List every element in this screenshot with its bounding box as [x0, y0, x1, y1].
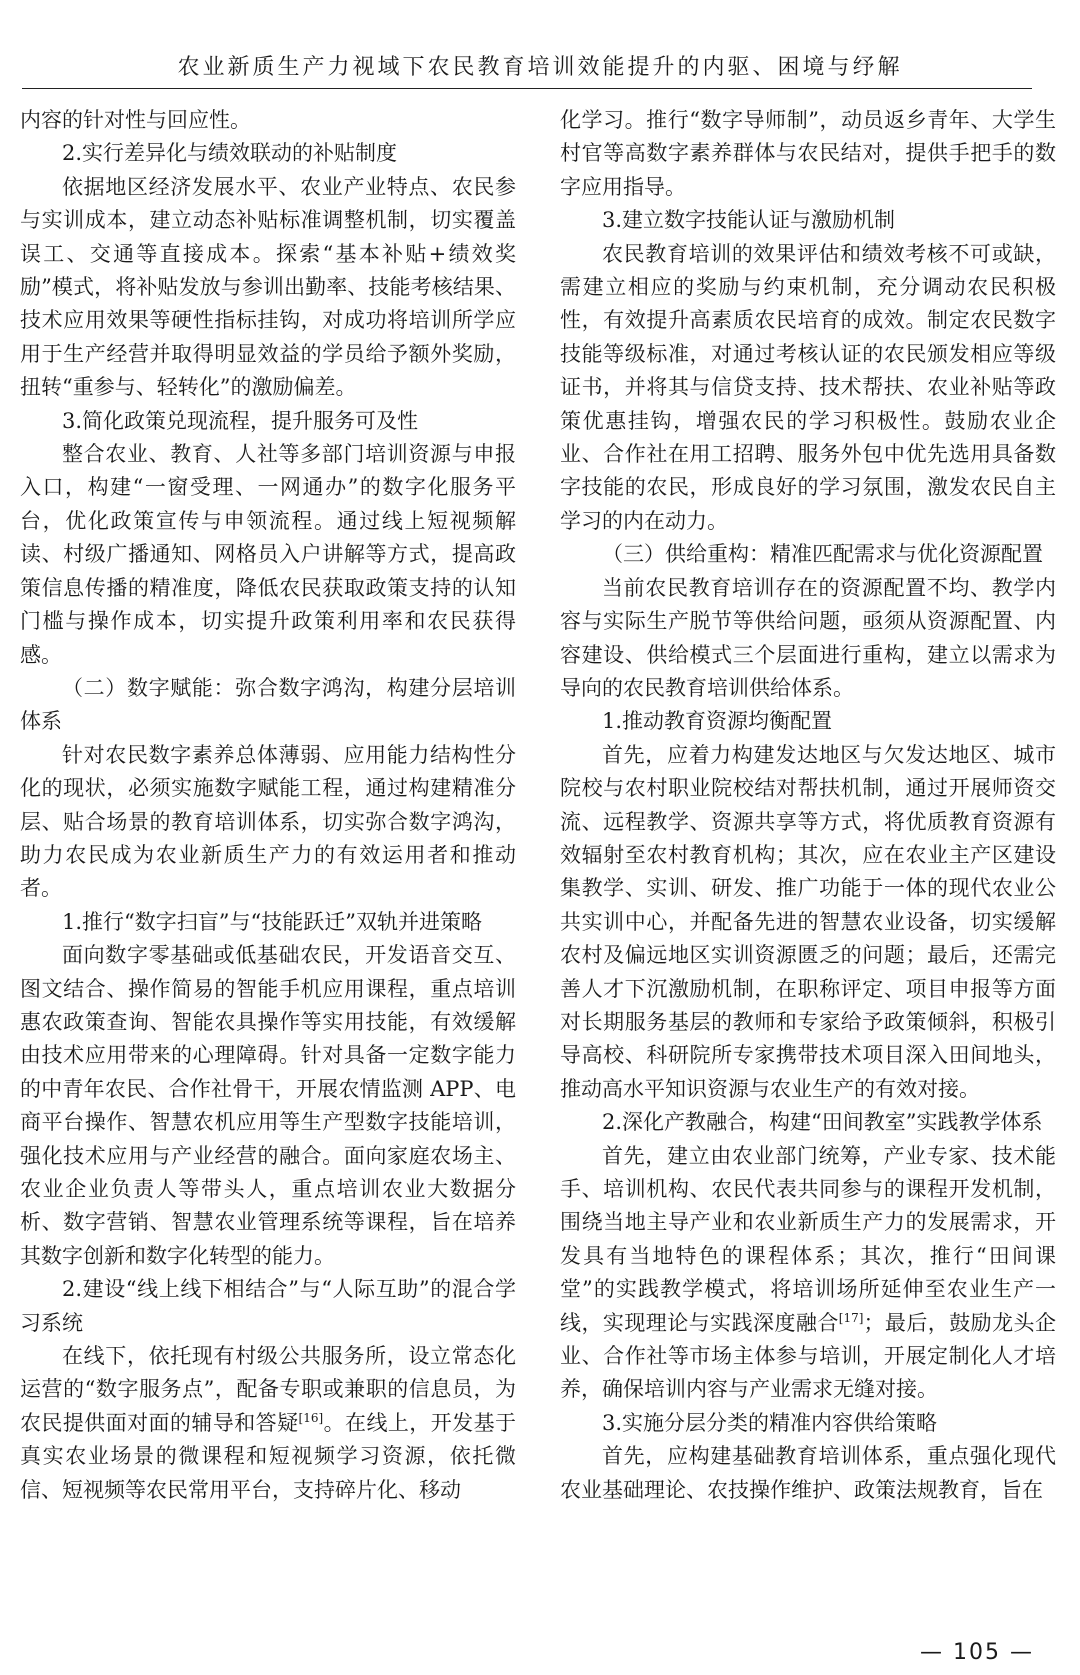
- page-number: — 105 —: [920, 1640, 1034, 1665]
- citation-mark: [16]: [298, 1410, 324, 1425]
- section-heading: （二）数字赋能：弥合数字鸿沟，构建分层培训体系: [20, 675, 516, 734]
- section-heading: 2.建设“线上线下相结合”与“人际互助”的混合学习系统: [20, 1277, 516, 1335]
- paragraph: [560, 1140, 1056, 1407]
- paragraph: 化学习。推行“数字导师制”，动员返乡青年、大学生村官等高数字素养群体与农民结对，提供手把手的数字应用指导。: [560, 108, 1056, 199]
- citation-mark: [17]: [838, 1310, 864, 1325]
- paragraph: [20, 1340, 516, 1507]
- paragraph: 整合农业、教育、人社等多部门培训资源与申报入口，构建“一窗受理、一网通办”的数字化服务平台，优化政策宣传与申领流程。通过线上短视频解读、村级广播通知、网格员入户讲解等方式，提高政策信息传播的精准度，降低农民获取政策支持的认知门槛与操作成本，切实提升政策利用率和农民获得感。: [20, 442, 516, 667]
- section-heading: 2.实行差异化与绩效联动的补贴制度: [62, 141, 398, 166]
- section-heading: 3.实施分层分类的精准内容供给策略: [602, 1410, 938, 1435]
- paragraph-text: ；最后，鼓励龙头企业、合作社等市场主体参与培训，开展定制化人才培养，确保培训内容与产业需求无缝对接。: [560, 1310, 1057, 1402]
- section-heading: 1.推动教育资源均衡配置: [602, 709, 833, 734]
- section-heading: （三）供给重构：精准匹配需求与优化资源配置: [602, 542, 1043, 567]
- section-heading: 3.建立数字技能认证与激励机制: [602, 208, 896, 233]
- paragraph-text: 。在线上，开发基于真实农业场景的微课程和短视频学习资源，依托微信、短视频等农民常用平台，支持碎片化、移动: [20, 1410, 517, 1502]
- header-rule: [22, 88, 1032, 89]
- paragraph: 面向数字零基础或低基础农民，开发语音交互、图文结合、操作简易的智能手机应用课程，重点培训惠农政策查询、智能农具操作等实用技能，有效缓解由技术应用带来的心理障碍。针对具备一定数字能力的中青年农民、合作社骨干，开展农情监测 APP、电商平台操作、智慧农机应用等生产型数字技能培训，强化技术应用与产业经营的融合。面向家庭农场主、农业企业负责人等带头人，重点培训农业大数据分析、数字营销、智慧农业管理系统等课程，旨在培养其数字创新和数字化转型的能力。: [20, 943, 516, 1268]
- section-heading: 1.推行“数字扫盲”与“技能跃迁”双轨并进策略: [62, 909, 482, 934]
- section-heading: 2.深化产教融合，构建“田间教室”实践教学体系: [602, 1110, 1043, 1135]
- running-header: 农业新质生产力视域下农民教育培训效能提升的内驱、困境与纾解: [177, 55, 903, 80]
- paragraph: 针对农民数字素养总体薄弱、应用能力结构性分化的现状，必须实施数字赋能工程，通过构建精准分层、贴合场景的教育培训体系，切实弥合数字鸿沟，助力农民成为农业新质生产力的有效运用者和推动者。: [20, 742, 516, 901]
- paragraph: 内容的针对性与回应性。: [20, 108, 251, 132]
- section-heading: 3.简化政策兑现流程，提升服务可及性: [62, 408, 419, 433]
- paragraph: 依据地区经济发展水平、农业产业特点、农民参与实训成本，建立动态补贴标准调整机制，切实覆盖误工、交通等直接成本。探索“基本补贴+绩效奖励”模式，将补贴发放与参训出勤率、技能考核结果、技术应用效果等硬性指标挂钩，对成功将培训所学应用于生产经营并取得明显效益的学员给予额外奖励，扭转“重参与、轻转化”的激励偏差。: [20, 174, 516, 400]
- paragraph: 当前农民教育培训存在的资源配置不均、教学内容与实际生产脱节等供给问题，亟须从资源配置、内容建设、供给模式三个层面进行重构，建立以需求为导向的农民教育培训供给体系。: [560, 575, 1056, 700]
- paragraph: 首先，应构建基础教育培训体系，重点强化现代农业基础理论、农技操作维护、政策法规教育，旨在: [560, 1444, 1056, 1502]
- paragraph-text: 首先，建立由农业部门统筹，产业专家、技术能手、培训机构、农民代表共同参与的课程开发机制，围绕当地主导产业和农业新质生产力的发展需求，开发具有当地特色的课程体系；其次，推行“田间课堂”的实践教学模式，将培训场所延伸至农业生产一线，实现理论与实践深度融合: [560, 1143, 1056, 1335]
- paragraph: 农民教育培训的效果评估和绩效考核不可或缺，需建立相应的奖励与约束机制，充分调动农民积极性，有效提升高素质农民培育的成效。制定农民数字技能等级标准，对通过考核认证的农民颁发相应等级证书，并将其与信贷支持、技术帮扶、农业补贴等政策优惠挂钩，增强农民的学习积极性。鼓励农业企业、合作社在用工招聘、服务外包中优先选用具备数字技能的农民，形成良好的学习氛围，激发农民自主学习的内在动力。: [560, 241, 1056, 533]
- paragraph-text: 在线下，依托现有村级公共服务所，设立常态化运营的“数字服务点”，配备专职或兼职的信息员，为农民提供面对面的辅导和答疑: [20, 1344, 516, 1435]
- paragraph: 首先，应着力构建发达地区与欠发达地区、城市院校与农村职业院校结对帮扶机制，通过开展师资交流、远程教学、资源共享等方式，将优质教育资源有效辐射至农村教育机构；其次，应在农业主产区建设集教学、实训、研发、推广功能于一体的现代农业公共实训中心，并配备先进的智慧农业设备，切实缓解农村及偏远地区实训资源匮乏的问题；最后，还需完善人才下沉激励机制，在职称评定、项目申报等方面对长期服务基层的教师和专家给予政策倾斜，积极引导高校、科研院所专家携带技术项目深入田间地头，推动高水平知识资源与农业生产的有效对接。: [560, 742, 1056, 1101]
- right-column: [560, 104, 1056, 1507]
- left-column: [20, 104, 516, 1507]
